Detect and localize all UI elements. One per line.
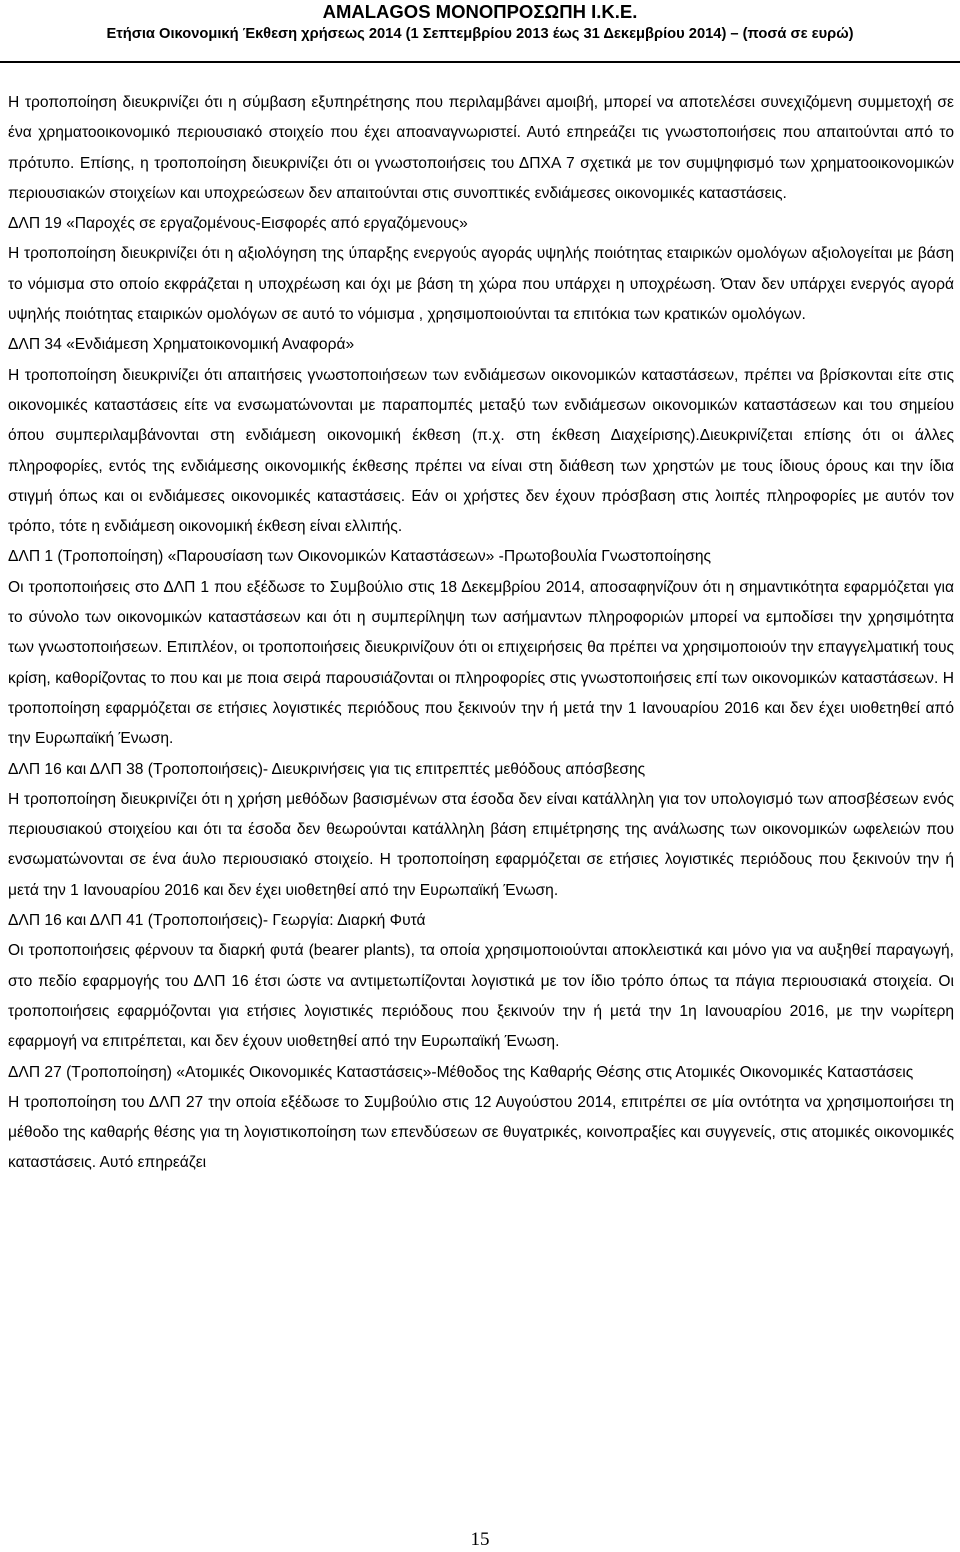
section-heading-ias16-ias38: ΔΛΠ 16 και ΔΛΠ 38 (Τροποποιήσεις)- Διευκρινήσεις για τις επιτρεπτές μεθόδους απόσβεσης [8,760,646,778]
paragraph-ias16-ias38: Η τροποποίηση διευκρινίζει ότι η χρήση μεθόδων βασισμένων στα έσοδα δεν είναι κατάλληλη για τον υπολογισμό των αποσβέσεων ενός περιουσιακού στοιχείου και ότι τα έσοδα δεν θεωρούνται κατάλληλη βάση επιμέτρησης της ανάλωσης των οικονομικών ωφελειών που ενσωματώνονται σε ένα άυλο περιουσιακό στοιχείο. Η τροποποίηση εφαρμόζεται σε ετήσιες λογιστικές περιόδους που ξεκινούν την ή μετά την 1 Ιανουαρίου 2016 και δεν έχει υιοθετηθεί από την Ευρωπαϊκή Ένωση. [8,790,954,899]
company-name: AMALAGOS ΜΟΝΟΠΡΟΣΩΠΗ Ι.Κ.Ε. [322,1,638,22]
section-heading-ias16-ias41: ΔΛΠ 16 και ΔΛΠ 41 (Τροποποιήσεις)- Γεωργία: Διαρκή Φυτά [8,912,426,930]
document-header [0,0,960,43]
paragraph-ias19: Η τροποποίηση διευκρινίζει ότι η αξιολόγηση της ύπαρξης ενεργούς αγοράς υψηλής ποιότητας εταιρικών ομολόγων αξιολογείται με βάση το νόμισμα στο οποίο εκφράζεται η υποχρέωση και όχι με βάση τη χώρα που υπάρχει η υποχρέωση. Όταν δεν υπάρχει ενεργός αγορά υψηλής ποιότητας εταιρικών ομολόγων σε αυτό το νόμισμα , χρησιμοποιούνται τα επιτόκια των κρατικών ομολόγων. [8,245,954,324]
section-heading-ias34: ΔΛΠ 34 «Ενδιάμεση Χρηματοικονομική Αναφορά» [8,336,355,354]
page-number: 15 [470,1529,490,1550]
section-heading-ias1: ΔΛΠ 1 (Τροποποίηση) «Παρουσίαση των Οικονομικών Καταστάσεων» -Πρωτοβουλία Γνωστοποίησης [8,548,712,566]
paragraph-ias27: Η τροποποίηση του ΔΛΠ 27 την οποία εξέδωσε το Συμβούλιο στις 12 Αυγούστου 2014, επιτρέπει σε μία οντότητα να χρησιμοποιήσει τη μέθοδο της καθαρής θέσης για τη λογιστικοποίηση των επενδύσεων σε θυγατρικές, κοινοπραξίες και συγγενείς, στις ατομικές οικονομικές καταστάσεις. Αυτό επηρεάζει [8,1093,954,1172]
paragraph-ias1: Οι τροποποιήσεις στο ΔΛΠ 1 που εξέδωσε το Συμβούλιο στις 18 Δεκεμβρίου 2014, αποσαφηνίζουν ότι η σημαντικότητα εφαρμόζεται για το σύνολο των οικονομικών καταστάσεων και ότι η συμπερίληψη των ασήμαντων πληροφοριών μπορεί να εμποδίσει την χρησιμότητα των γνωστοποιήσεων. Επιπλέον, οι τροποποιήσεις διευκρινίζουν ότι οι επιχειρήσεις θα πρέπει να χρησιμοποιούν την επαγγελματική τους κρίση, καθορίζοντας το που και με ποια σειρά παρουσιάζονται οι πληροφορίες στις γνωστοποιήσεις επί των οικονομικών καταστάσεων. Η τροποποίηση εφαρμόζεται σε ετήσιες λογιστικές περιόδους που ξεκινούν την ή μετά την 1 Ιανουαρίου 2016 και δεν έχει υιοθετηθεί από την Ευρωπαϊκή Ένωση. [8,578,954,748]
section-heading-ias19: ΔΛΠ 19 «Παροχές σε εργαζομένους-Εισφορές από εργαζόμενους» [8,215,468,233]
report-subtitle: Ετήσια Οικονομική Έκθεση χρήσεως 2014 (1 Σεπτεμβρίου 2013 έως 31 Δεκεμβρίου 2014) – (ποσά σε ευρώ) [106,26,854,42]
paragraph-ias16-ias41: Οι τροποποιήσεις φέρνουν τα διαρκή φυτά (bearer plants), τα οποία χρησιμοποιούνται αποκλειστικά και μόνο για να αυξηθεί παραγωγή, στο πεδίο εφαρμογής του ΔΛΠ 16 έτσι ώστε να αντιμετωπίζονται λογιστικά με τον ίδιο τρόπο όπως τα πάγια περιουσιακά στοιχεία. Οι τροποποιήσεις εφαρμόζονται για ετήσιες λογιστικές περιόδους που ξεκινούν την ή μετά την 1η Ιανουαρίου 2016, με την νωρίτερη εφαρμογή να επιτρέπεται, και δεν έχουν υιοθετηθεί από την Ευρωπαϊκή Ένωση. [8,942,954,1051]
paragraph-ias34: Η τροποποίηση διευκρινίζει ότι απαιτήσεις γνωστοποιήσεων των ενδιάμεσων οικονομικών καταστάσεων, πρέπει να βρίσκονται είτε στις οικονομικές καταστάσεις είτε να ενσωματώνονται με παραπομπές μεταξύ των ενδιάμεσων οικονομικών καταστάσεων και του σημείου όπου συμπεριλαμβάνονται στη ενδιάμεση οικονομική έκθεση (π.χ. στη έκθεση Διαχείρισης).Διευκρινίζεται επίσης ότι οι άλλες πληροφορίες, εντός της ενδιάμεσης οικονομικής έκθεσης πρέπει να είναι στη διάθεση των χρηστών με τους ίδιους όρους και την ίδια στιγμή όπως και οι ενδιάμεσες οικονομικές καταστάσεις. Εάν οι χρήστες δεν έχουν πρόσβαση στις λοιπές πληροφορίες με αυτόν τον τρόπο, τότε η ενδιάμεση οικονομική έκθεση είναι ελλιπής. [8,366,954,536]
document-body [8,88,954,1179]
header-divider [0,61,960,63]
paragraph-ifrs7-servicing: Η τροποποίηση διευκρινίζει ότι η σύμβαση εξυπηρέτησης που περιλαμβάνει αμοιβή, μπορεί να αποτελέσει συνεχιζόμενη συμμετοχή σε ένα χρηματοοικονομικό περιουσιακό στοιχείο που έχει αποαναγνωριστεί. Αυτό επηρεάζει τις γνωστοποιήσεις που απαιτούνται από το πρότυπο. Επίσης, η τροποποίηση διευκρινίζει ότι οι γνωστοποιήσεις του ΔΠΧΑ 7 σχετικά με τον συμψηφισμό των χρηματοοικονομικών περιουσιακών στοιχείων και υποχρεώσεων δεν απαιτούνται στις συνοπτικές ενδιάμεσες οικονομικές καταστάσεις. [8,94,954,202]
section-heading-ias27: ΔΛΠ 27 (Τροποποίηση) «Ατομικές Οικονομικές Καταστάσεις»-Μέθοδος της Καθαρής Θέσης στις Ατομικές Οικονομικές Καταστάσεις [8,1063,914,1081]
